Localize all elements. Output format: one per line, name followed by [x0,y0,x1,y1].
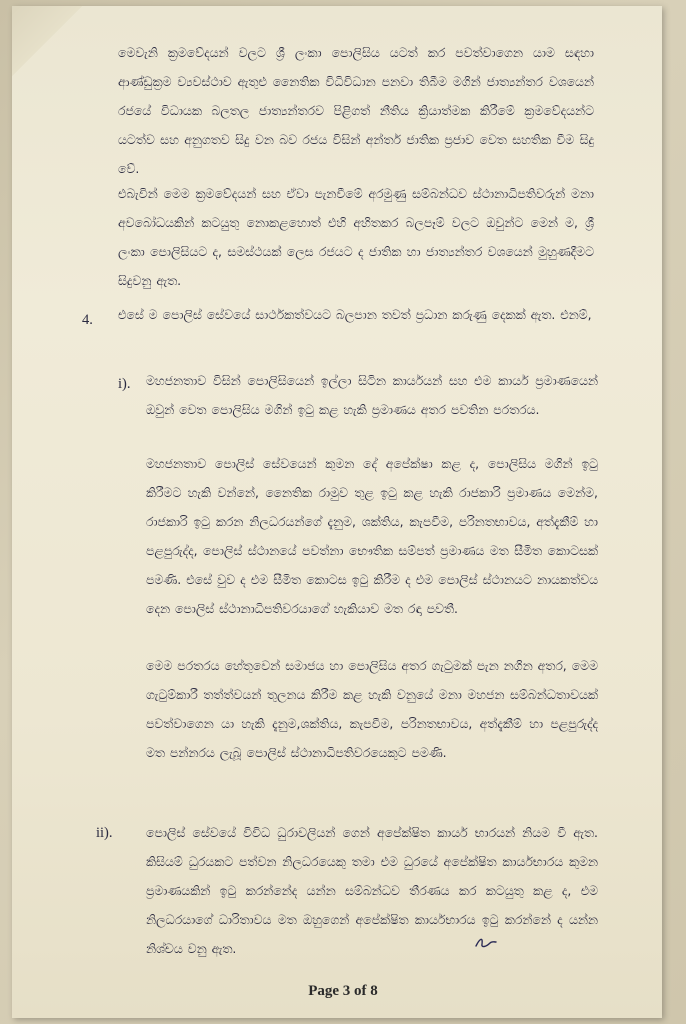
handwritten-initial-mark [474,934,498,950]
paragraph-1: මෙවැනි ක්‍රමවේදයන් වලට ශ්‍රී ලංකා පොලිසිය යටත් කර පවත්වාගෙන යාම සඳහා ආණ්ඩුක්‍රම ව්‍යවස්ථාව ඇතුළු නෛතික විධිවිධාන පනවා තිබීම මගින් ජාත්‍යන්තර වශයෙන් රජයේ විධායක බලතල ජාත්‍යන්තරව පිළිගත් නීතිය ක්‍රියාත්මක කිරීමේ ක්‍රමවේදයන්ට යටත්ව සහ අනුගතව සිදු වන බව රජය විසින් අන්තර් ජාතික ප්‍රජාව වෙත සහතික වීම සිදු වේ. [118,45,594,176]
item-i-paragraph-3: මෙම පරතරය හේතුවෙන් සමාජය හා පොලිසිය අතර ගැටුමක් පැන නගින අතර, මෙම ගැටුම්කාරී තත්ත්වයන් තුලනය කිරීම කළ හැකි වනුයේ මනා මහජන සම්බන්ධතාවයක් පවත්වාගෙන යා හැකි දැනුම,ශක්තිය, කැපවීම, පරිනතභාවය, අත්දැකීම් හා පළපුරුද්ද මත පන්නරය ලැබූ පොලිස් ස්ථානාධිපතිවරයෙකුට පමණි. [146,658,598,760]
item-4-text: එසේ ම පොලිස් සේවයේ සාර්ථකත්වයට බලපාන තවත් ප්‍රධාන කරුණු දෙකක් ඇත. එනම්, [118,307,592,322]
item-ii-number: ii). [96,825,113,841]
item-i-number: i). [118,376,131,392]
item-i-paragraph-2: මහජනතාව පොලිස් සේවයෙන් කුමන දේ අපේක්ෂා කළ ද, පොලිසිය මගින් ඉටු කිරීමට හැකි වන්නේ, නෛතික රාමුව තුළ ඉටු කළ හැකි රාජකාරි ප්‍රමාණය මෙන්ම, රාජකාරි ඉටු කරන නිලධරයන්ගේ දැනුම, ශක්තිය, කැපවීම, පරිනතභාවය, අත්දැකීම් හා පළපුරුද්ද, පොලිස් ස්ථානයේ පවත්නා භෞතික සම්පත් ප්‍රමාණය මත සීමිත කොටසක් පමණි. එසේ වුව ද එම සීමිත කොටස ඉටු කිරීම ද එම පොලිස් ස්ථානයට නායකත්වය දෙන පොලිස් ස්ථානාධිපතිවරයාගේ හැකියාව මත රඳා පවතී. [146,456,598,616]
item-ii-text: පොලිස් සේවයේ විවිධ ධුරාවලියන් ගෙන් අපේක්ෂිත කාර්ය භාරයන් නියම වී ඇත. කිසියම් ධුරයකට පත්වන නිලධරයෙකු තමා එම ධුරයේ අපේක්ෂිත කාර්යභාරය කුමන ප්‍රමාණයකින් ඉටු කරන්නේද යන්න සම්බන්ධව තීරණය කර කටයුතු කළ ද, එම නිලධරයාගේ ධාරිතාවය මත ඔහුගෙන් අපේක්ෂිත කාර්යභාරය ඉටු කරන්නේ ද යන්න නිශ්චය වනු ඇත. [146,825,598,956]
item-4-number: 4. [82,312,93,328]
item-i-text: මහජනතාව විසින් පොලිසියෙන් ඉල්ලා සිටින කාර්යයන් සහ එම කාර්ය ප්‍රමාණයෙන් ඔවුන් වෙත පොලිසිය මගින් ඉටු කළ හැකි ප්‍රමාණය අතර පවතින පරතරය. [146,373,598,417]
paragraph-2: එබැවින් මෙම ක්‍රමවේදයන් සහ ඒවා පැනවීමේ අරමුණු සම්බන්ධව ස්ථානාධිපතිවරුන් මනා අවබෝධයකින් කටයුතු නොකළහොත් එහි අහිතකර බලපෑම් වලට ඔවුන්ට මෙන් ම, ශ්‍රී ලංකා පොලිසියට ද, සමස්ථයක් ලෙස රජයට ද ජාතික හා ජාත්‍යන්තර වශයෙන් මුහුණදීමට සිදුවනු ඇත. [118,186,594,288]
page-footer: Page 3 of 8 [308,983,378,999]
